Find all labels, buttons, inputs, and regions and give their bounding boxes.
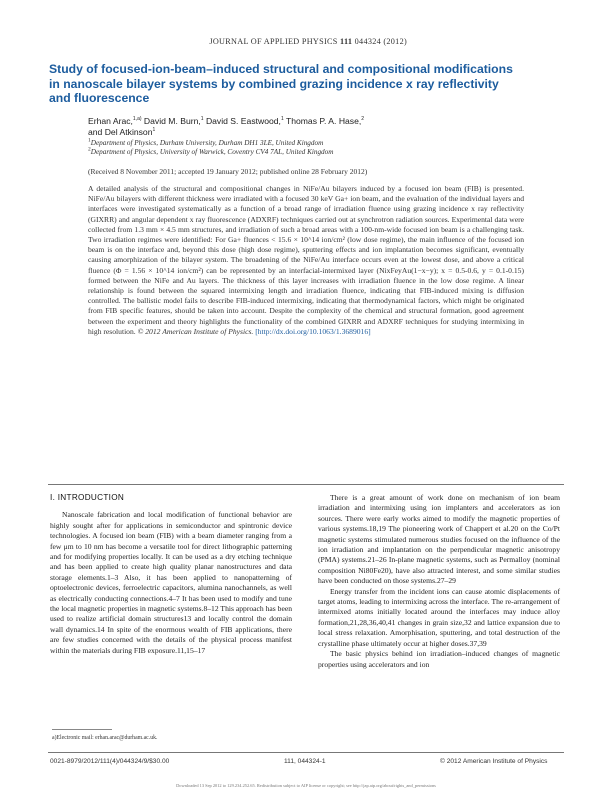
affiliation-text: Department of Physics, University of Warwick, Coventry CV4 7AL, United Kingdom <box>90 148 334 157</box>
download-notice: Downloaded 13 Sep 2012 to 129.234.252.65. Redistribution subject to AIP license or copyright; see http://jap.aip.org/about/rights_and_permissions <box>176 783 436 788</box>
doi-link[interactable]: [http://dx.doi.org/10.1063/1.3689016] <box>255 326 371 336</box>
footer-copyright: © 2012 American Institute of Physics <box>440 758 548 765</box>
footer-page: 111, 044324-1 <box>284 758 326 765</box>
section-divider <box>48 484 564 485</box>
footnote: a)Electronic mail: erhan.arac@durham.ac.uk. <box>52 735 158 741</box>
author-sup: 2 <box>361 116 365 123</box>
journal-name: JOURNAL OF APPLIED PHYSICS <box>209 37 338 46</box>
abstract-copyright: © 2012 American Institute of Physics. <box>137 326 254 336</box>
article-number: 044324 (2012) <box>354 37 407 46</box>
affiliations <box>88 139 448 157</box>
received-dates: (Received 8 November 2011; accepted 19 January 2012; published online 28 February 2012) <box>88 167 368 176</box>
affiliation-num: 2 <box>88 146 91 153</box>
abstract-text: A detailed analysis of the structural and compositional changes in NiFe/Au bilayers induced by a focused ion beam (FIB) is presented. NiFe/Au bilayers with different thickness were irradiated with a focused 30 keV Ga+ ion beam, and the evaluation of the individual layers and interfaces were investigated systematically as a function of a broad range of irradiation fluence using grazing incidence x ray reflectivity (GIXRR) and angular dependent x ray fluorescence (ADXRF) techniques carried out at synchrotron radiation sources. Experimental data were collected from 1.3 mm × 4.5 mm structures, and irradiation of such a broad areas with a 100-nm-wide focused ion beam is a challenging task. Two irradiation regimes were identified: For Ga+ fluences < 15.6 × 10^14 ion/cm² (low dose regime), the main influence of the focused ion beam is on the interface and, beyond this dose (high dose regime), sputtering effects and ion implantation becomes significant, eventually causing amorphization of the bilayer system. The broadening of the NiFe/Au interface occurs even at the lowest dose, and above a critical fluence (Φ = 1.56 × 10^14 ion/cm²) can be represented by an interfacial-intermixed layer (NixFeyAu(1−x−y); x = 0.5-0.6, y = 0.1-0.15) formed between the NiFe and Au layers. The thickness of this layer increases with irradiation fluence in the low dose regime. A linear relationship is found between the squared intermixing length and irradiation fluence, indicating that FIB-induced mixing is diffusion controlled. The ballistic model fails to describe FIB-induced intermixing, indicating that thermodynamical factors, which might be originated from FIB specific features, should be taken into account. Despite the complexity of the chemical and structural formation, good agreement between the experiment and theory highlights the functionality of the combined GIXRR and ADXRF techniques for studying intermixing in high resolution. <box>88 184 524 336</box>
author-list <box>88 116 448 138</box>
footnote-divider <box>52 729 112 730</box>
footer-divider <box>48 752 564 753</box>
paragraph: There is a great amount of work done on mechanism of ion beam irradiation and intermixing using ion implanters and accelerators as ion sources. There were early works aimed to modify the magnetic properties of various systems.18,19 The pioneering work of Chappert et al.20 on the Co/Pt magnetic systems stimulated numerous studies focused on the influence of the ion irradiation and implantation on the perpendicular magnetic anisotropy (PMA) systems.21–26 In-plane magnetic systems, such as Permalloy (nominal composition Ni80Fe20), have also attracted interest, and some similar studies have been conducted on those systems.27–29 <box>318 493 560 586</box>
paragraph: The basic physics behind ion irradiation–induced changes of magnetic properties using accelerators and ion <box>318 649 560 669</box>
paragraph: Energy transfer from the incident ions can cause atomic displacements of target atoms, leading to intermixing across the interface. The re-arrangement of intermixed atoms initially located around the interfaces may induce alloy formation,21,28,36,40,41 changes in grain size,32 and lattice expansion due to local stress relaxation. Amorphisation, sputtering, and total destruction of the crystalline phase ultimately occur at higher doses.37,39 <box>318 586 560 648</box>
affiliation-2 <box>88 148 448 157</box>
affiliation-num: 1 <box>88 137 91 144</box>
paragraph: Nanoscale fabrication and local modification of functional behavior are highly sought after for applications in semiconductor and spintronic device technologies. A focused ion beam (FIB) with a beam diameter ranging from a few μm to 10 nm has become a versatile tool for direct lithographic patterning and for modifying properties locally. It can be used as a dry etching technique and has been applied to create high quality planar nanostructures and data storage elements.1–3 Also, it has been applied to nanopatterning of optoelectronic devices, ferroelectric capacitors, alumina nanochannels, as well as electrically conducting connections.4–7 It has been used to modify and tune the local magnetic properties in magnetic systems.8–12 This approach has been used to realize artificial domain structures13 and locally control the domain wall dynamics.14 In spite of the enormous wealth of FIB applications, there are few studies concerned with the details of the physical process manifest within the materials during FIB exposure.11,15–17 <box>50 510 292 655</box>
author-sup: 1 <box>200 116 204 123</box>
journal-volume: 111 <box>340 37 353 46</box>
journal-header <box>0 37 407 46</box>
affiliation-text: Department of Physics, Durham University, Durham DH1 3LE, United Kingdom <box>90 139 324 147</box>
left-column <box>50 493 292 656</box>
affiliation-1 <box>88 139 448 148</box>
footer-issn: 0021-8979/2012/111(4)/044324/9/$30.00 <box>50 758 170 765</box>
author-eastwood: David S. Eastwood, <box>205 116 281 126</box>
right-column <box>318 493 560 670</box>
author-sup: 1 <box>152 127 156 134</box>
author-sup: 1 <box>280 116 284 123</box>
author-sup: 1,a) <box>132 116 142 123</box>
section-heading: I. INTRODUCTION <box>50 493 125 502</box>
abstract <box>88 184 524 337</box>
paper-title: Study of focused-ion-beam–induced structural and compositional modifications in nanoscale bilayer systems by combined grazing incidence x ray reflectivity and fluorescence <box>49 62 513 106</box>
author-burn: David M. Burn, <box>143 116 201 126</box>
author-hase: Thomas P. A. Hase, <box>285 116 362 126</box>
author-arac: Erhan Arac, <box>88 116 133 126</box>
author-atkinson: and Del Atkinson <box>88 127 153 137</box>
